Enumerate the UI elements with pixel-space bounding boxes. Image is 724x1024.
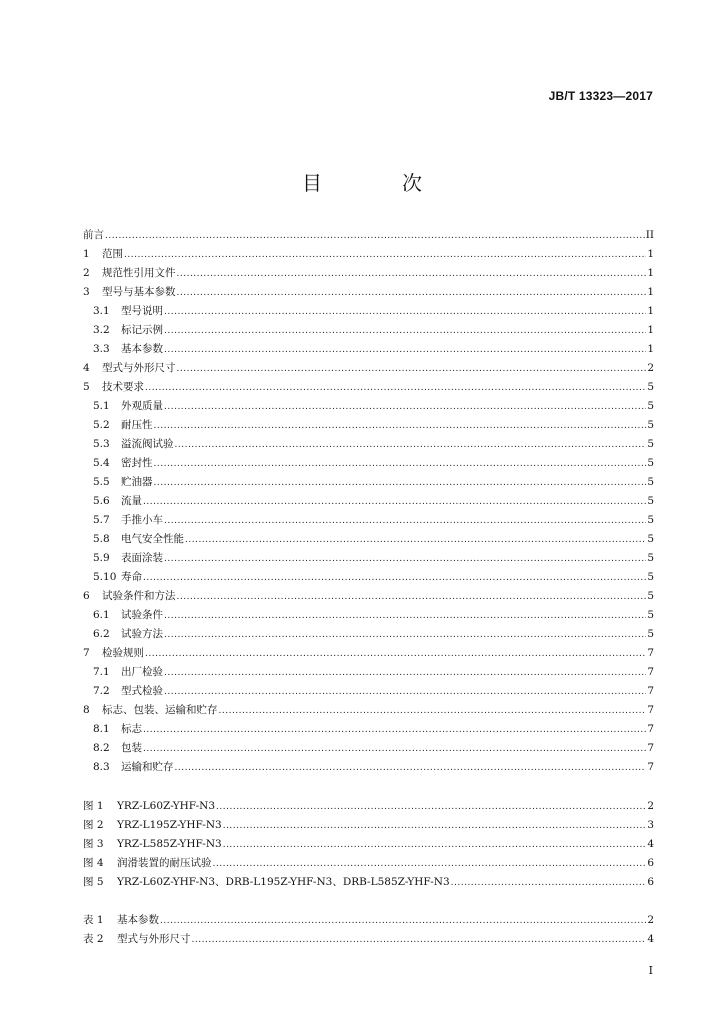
toc-entry-number: 3.1	[93, 305, 110, 317]
toc-entry-page: 5	[647, 609, 654, 621]
toc-entry-page: 5	[647, 476, 654, 488]
toc-entry[interactable]	[83, 911, 654, 930]
toc-entry-page: 5	[647, 419, 654, 431]
toc-leader-dots	[164, 341, 646, 360]
toc-entry-page: 5	[647, 533, 654, 545]
toc-entry[interactable]	[83, 473, 654, 492]
toc-entry-page: 5	[647, 628, 654, 640]
toc-entry-page: 5	[647, 571, 654, 583]
toc-entry-page: 1	[647, 286, 654, 298]
toc-leader-dots	[143, 740, 646, 759]
toc-entry-label: 试验条件	[121, 609, 163, 621]
toc-leader-dots	[164, 683, 646, 702]
toc-entry-label: 基本参数	[117, 914, 159, 926]
toc-leader-dots	[164, 512, 646, 531]
toc-entry-label: YRZ-L195Z-YHF-N3	[117, 819, 222, 831]
toc-entry-label: 出厂检验	[121, 666, 163, 678]
toc-leader-dots	[164, 303, 646, 322]
toc-entry-label: 试验方法	[121, 628, 163, 640]
toc-entry-label: 密封性	[121, 457, 153, 469]
toc-entry-label: 运输和贮存	[121, 761, 174, 773]
toc-entry[interactable]	[83, 435, 654, 454]
toc-entry[interactable]	[83, 454, 654, 473]
toc-entry-number: 5	[83, 381, 90, 393]
toc-entry[interactable]	[83, 568, 654, 587]
toc-entry-page: 7	[647, 761, 654, 773]
toc-leader-dots	[185, 531, 646, 550]
toc-entry-number: 5.4	[93, 457, 110, 469]
toc-entry-number: 7.1	[93, 666, 110, 678]
toc-tables	[83, 911, 654, 949]
toc-entry-label: YRZ-L60Z-YHF-N3	[117, 800, 216, 812]
toc-entry[interactable]	[83, 416, 654, 435]
toc-entry-number: 5.1	[93, 400, 110, 412]
toc-entry-number: 5.7	[93, 514, 110, 526]
toc-entry-page: 7	[647, 742, 654, 754]
toc-entry[interactable]	[83, 226, 654, 245]
toc-leader-dots	[164, 398, 646, 417]
toc-entry-label: 试验条件和方法	[102, 590, 176, 602]
toc-entry-page: 5	[647, 495, 654, 507]
toc-entry-label: 型号说明	[121, 305, 163, 317]
toc-leader-dots	[160, 912, 646, 931]
toc-entry-page: 5	[647, 514, 654, 526]
toc-entry-page: 6	[647, 876, 654, 888]
toc-leader-dots	[164, 626, 646, 645]
toc-entry-page: 7	[647, 723, 654, 735]
toc-entry-page: 1	[647, 305, 654, 317]
toc-entry-page: II	[645, 229, 654, 241]
toc-entry-number: 图 2	[83, 819, 104, 831]
toc-leader-dots	[175, 436, 647, 455]
toc-entry-label: 贮油器	[121, 476, 153, 488]
toc-entry[interactable]	[83, 816, 654, 835]
toc-leader-dots	[154, 455, 647, 474]
toc-entry-number: 4	[83, 362, 90, 374]
toc-entry-number: 图 4	[83, 857, 104, 869]
toc-entry-label: 技术要求	[102, 381, 144, 393]
toc-entry-label: 电气安全性能	[121, 533, 184, 545]
toc-entry-number: 6.1	[93, 609, 110, 621]
toc-entry[interactable]	[83, 492, 654, 511]
toc-entry[interactable]	[83, 302, 654, 321]
toc-entry-label: 外观质量	[121, 400, 163, 412]
toc-leader-dots	[177, 360, 647, 379]
page-number: I	[648, 964, 653, 977]
toc-entry-label: 标记示例	[121, 324, 163, 336]
toc-entry[interactable]	[83, 797, 654, 816]
toc-entry[interactable]	[83, 663, 654, 682]
toc-entry-number: 3.2	[93, 324, 110, 336]
toc-entry-page: 3	[647, 819, 654, 831]
toc-entry-label: 型式与外形尺寸	[117, 933, 191, 945]
toc-entry[interactable]	[83, 739, 654, 758]
toc-leader-dots	[177, 284, 647, 303]
toc-entry[interactable]	[83, 321, 654, 340]
toc-figures	[83, 797, 654, 892]
toc-entry-page: 2	[647, 914, 654, 926]
toc-entry[interactable]	[83, 378, 654, 397]
toc-entry-page: 1	[647, 267, 654, 279]
toc-sections	[83, 226, 654, 777]
toc-entry[interactable]	[83, 549, 654, 568]
toc-entry-number: 图 5	[83, 876, 104, 888]
toc-entry-page: 5	[647, 590, 654, 602]
toc-leader-dots	[164, 664, 646, 683]
toc-entry-page: 1	[647, 324, 654, 336]
toc-entry-number: 表 2	[83, 933, 104, 945]
toc-entry-label: 耐压性	[121, 419, 153, 431]
standard-code: JB/T 13323—2017	[548, 89, 653, 103]
toc-leader-dots	[154, 417, 647, 436]
toc-entry-label: 型式与外形尺寸	[102, 362, 176, 374]
toc-entry-page: 1	[647, 343, 654, 355]
toc-entry-number: 3	[83, 286, 90, 298]
toc-leader-dots	[145, 645, 646, 664]
toc-entry-page: 4	[647, 838, 654, 850]
toc-entry-number: 表 1	[83, 914, 104, 926]
toc-entry[interactable]	[83, 758, 654, 777]
toc-entry-label: 润滑装置的耐压试验	[117, 857, 212, 869]
toc-entry[interactable]	[83, 397, 654, 416]
toc-entry-number: 6	[83, 590, 90, 602]
toc-leader-dots	[451, 874, 647, 893]
toc-leader-dots	[192, 931, 647, 950]
toc-entry-page: 4	[647, 933, 654, 945]
toc-entry-label: 前言	[83, 229, 104, 241]
toc-entry-number: 图 1	[83, 800, 104, 812]
toc-leader-dots	[164, 322, 646, 341]
toc-entry-number: 5.2	[93, 419, 110, 431]
toc-entry-label: 标志	[121, 723, 142, 735]
toc-entry-number: 5.9	[93, 552, 110, 564]
toc-entry-label: 手推小车	[121, 514, 163, 526]
toc-entry-page: 5	[647, 381, 654, 393]
toc-entry-label: 流量	[121, 495, 142, 507]
toc-entry-number: 8.1	[93, 723, 110, 735]
toc-entry-page: 5	[647, 438, 654, 450]
toc-entry-number: 1	[83, 248, 90, 260]
toc-entry-number: 图 3	[83, 838, 104, 850]
toc-leader-dots	[143, 493, 646, 512]
toc-entry[interactable]	[83, 587, 654, 606]
toc-entry-page: 5	[647, 400, 654, 412]
toc-entry[interactable]	[83, 359, 654, 378]
toc-entry-page: 1	[647, 248, 654, 260]
toc-entry-page: 7	[647, 647, 654, 659]
toc-leader-dots	[175, 759, 647, 778]
toc-entry[interactable]	[83, 854, 654, 873]
toc-entry-label: 基本参数	[121, 343, 163, 355]
toc-leader-dots	[177, 265, 647, 284]
toc-entry[interactable]	[83, 264, 654, 283]
toc-entry-number: 8	[83, 704, 90, 716]
toc-entry-label: YRZ-L60Z-YHF-N3、DRB-L195Z-YHF-N3、DRB-L585Z-YHF-N3	[117, 876, 450, 888]
toc-leader-dots	[216, 798, 646, 817]
toc-leader-dots	[164, 550, 646, 569]
toc-entry-label: 寿命	[121, 571, 142, 583]
toc-entry-label: 包装	[121, 742, 142, 754]
toc-entry-page: 7	[647, 666, 654, 678]
toc-leader-dots	[154, 474, 647, 493]
toc-leader-dots	[143, 569, 646, 588]
toc-entry[interactable]	[83, 701, 654, 720]
toc-entry-label: 表面涂装	[121, 552, 163, 564]
toc-entry-label: 标志、包装、运输和贮存	[102, 704, 218, 716]
toc-entry-number: 5.5	[93, 476, 110, 488]
toc-entry[interactable]	[83, 720, 654, 739]
toc-entry-label: 型号与基本参数	[102, 286, 176, 298]
toc-entry[interactable]	[83, 835, 654, 854]
toc-leader-dots	[143, 721, 646, 740]
toc-entry-page: 7	[647, 704, 654, 716]
toc-entry-label: 范围	[102, 248, 123, 260]
toc-entry-page: 5	[647, 457, 654, 469]
toc-entry[interactable]	[83, 340, 654, 359]
toc-entry-number: 5.3	[93, 438, 110, 450]
toc-leader-dots	[145, 379, 646, 398]
toc-entry-number: 5.6	[93, 495, 110, 507]
toc-entry-number: 8.2	[93, 742, 110, 754]
toc-entry[interactable]	[83, 283, 654, 302]
toc-entry-label: 型式检验	[121, 685, 163, 697]
toc-entry-page: 5	[647, 552, 654, 564]
toc-entry[interactable]	[83, 644, 654, 663]
toc-entry-number: 3.3	[93, 343, 110, 355]
toc-entry-number: 8.3	[93, 761, 110, 773]
toc-leader-dots	[124, 246, 646, 265]
page-title: 目 次	[302, 171, 452, 195]
toc-entry-number: 6.2	[93, 628, 110, 640]
toc-entry-number: 5.10	[93, 571, 117, 583]
toc-entry-number: 7.2	[93, 685, 110, 697]
toc-entry-label: 溢流阀试验	[121, 438, 174, 450]
toc-leader-dots	[105, 227, 645, 246]
toc-entry-page: 6	[647, 857, 654, 869]
toc-leader-dots	[164, 607, 646, 626]
toc-entry-label: 规范性引用文件	[102, 267, 176, 279]
toc-leader-dots	[223, 817, 647, 836]
toc-entry-number: 5.8	[93, 533, 110, 545]
toc-entry[interactable]	[83, 625, 654, 644]
toc-entry-number: 2	[83, 267, 90, 279]
toc-leader-dots	[177, 588, 647, 607]
toc-entry-number: 7	[83, 647, 90, 659]
toc-entry[interactable]	[83, 245, 654, 264]
toc-entry[interactable]	[83, 682, 654, 701]
toc-entry-label: YRZ-L585Z-YHF-N3	[117, 838, 222, 850]
toc-entry-page: 2	[647, 362, 654, 374]
toc-entry[interactable]	[83, 530, 654, 549]
toc-leader-dots	[223, 836, 647, 855]
toc-entry-page: 7	[647, 685, 654, 697]
toc-leader-dots	[219, 702, 647, 721]
toc-entry[interactable]	[83, 511, 654, 530]
toc-entry[interactable]	[83, 873, 654, 892]
toc-entry[interactable]	[83, 930, 654, 949]
toc-leader-dots	[213, 855, 647, 874]
toc-entry-label: 检验规则	[102, 647, 144, 659]
toc-entry-page: 2	[647, 800, 654, 812]
toc-entry[interactable]	[83, 606, 654, 625]
